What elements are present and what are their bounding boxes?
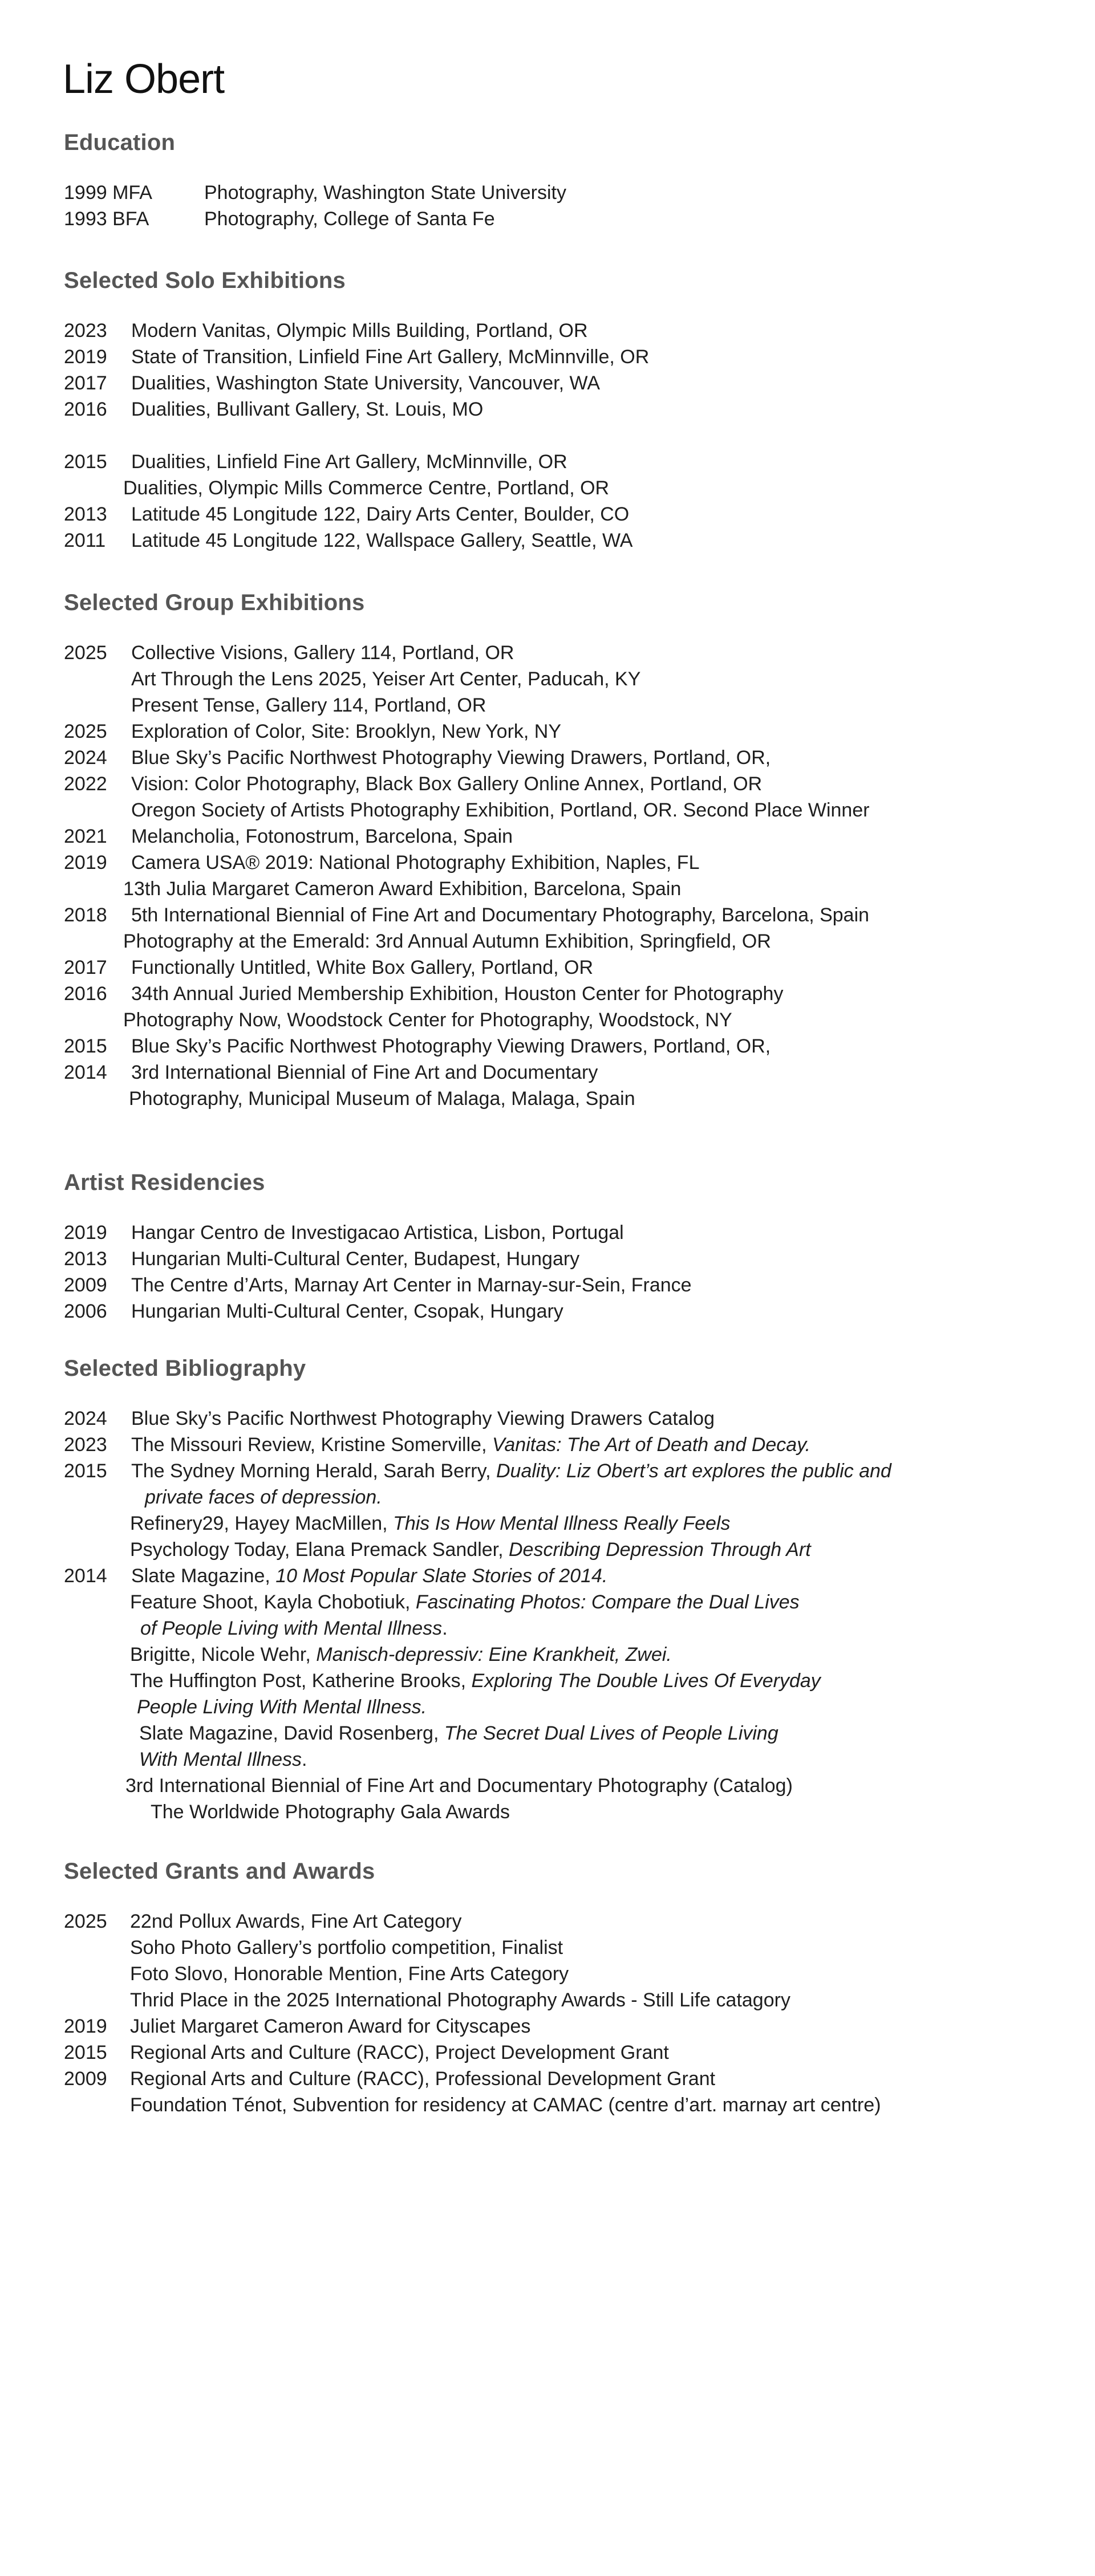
list-item [64,1615,1033,1642]
list-item [64,1298,1033,1324]
entry-text: Refinery29, Hayey MacMillen, This Is How Mental Illness Really Feels [130,1513,731,1534]
list-item [64,1246,1033,1272]
article-title: This Is How Mental Illness Really Feels [393,1513,731,1534]
list-item [64,1720,1033,1746]
entry-year: 2019 [64,852,107,873]
article-title: With Mental Illness [139,1749,302,1770]
list-item [64,1642,1033,1668]
list-item [64,1537,1033,1563]
entry-text: Thrid Place in the 2025 International Photography Awards - Still Life catagory [130,1989,790,2011]
bibliography-section [64,1356,1033,1825]
list-item [64,1589,1033,1615]
entry-text: The Missouri Review, Kristine Somerville, Vanitas: The Art of Death and Decay. [131,1434,811,1456]
entry-text: Hangar Centro de Investigacao Artistica, Lisbon, Portugal [131,1222,624,1244]
entry-text: Psychology Today, Elana Premack Sandler, Describing Depression Through Art [130,1539,811,1561]
entry-year: 2014 [64,1565,107,1587]
entry-year: 2017 [64,372,107,394]
entry-text: Blue Sky’s Pacific Northwest Photography Viewing Drawers Catalog [131,1408,715,1429]
artist-name: Liz Obert [63,56,225,102]
education-section [64,130,1033,232]
entry-year: 2013 [64,1248,107,1270]
entry-text: Hungarian Multi-Cultural Center, Csopak, Hungary [131,1301,563,1322]
list-item [64,954,1033,981]
list-item [64,370,1033,396]
entry-text: Photography Now, Woodstock Center for Photography, Woodstock, NY [123,1009,732,1031]
group-exhibitions-section [64,590,1033,1112]
entry-year: 2023 [64,1434,107,1456]
entry-text: Modern Vanitas, Olympic Mills Building, Portland, OR [131,320,588,342]
entry-year: 2024 [64,1408,107,1429]
entry-year: 2009 [64,1274,107,1296]
entry-text: Exploration of Color, Site: Brooklyn, New York, NY [131,721,562,742]
entry-year: 2016 [64,983,107,1005]
list-item [64,981,1033,1007]
list-item [64,1059,1033,1086]
degree-year: 1999 MFA [64,182,152,204]
entry-text [145,1484,1033,1510]
entry-text: Feature Shoot, Kayla Chobotiuk, Fascinating Photos: Compare the Dual Lives [130,1591,800,1613]
spacer [64,422,1033,449]
list-item [64,1961,1033,1987]
list-item [64,1799,1033,1825]
entry-text: Regional Arts and Culture (RACC), Project Development Grant [130,2042,669,2063]
list-item [64,1458,1033,1484]
entry-year: 2025 [64,721,107,742]
entry-year: 2016 [64,399,107,420]
list-item [64,1272,1033,1298]
list-item [64,2092,1033,2118]
article-title: The Secret Dual Lives of People Living [444,1722,778,1744]
residencies-section [64,1170,1033,1324]
list-item [64,1987,1033,2013]
entry-text: Slate Magazine, David Rosenberg, The Secret Dual Lives of People Living [139,1722,778,1744]
entry-text: Functionally Untitled, White Box Gallery, Portland, OR [131,957,594,978]
list-item [64,692,1033,718]
list-item [64,718,1033,745]
entry-text: 5th International Biennial of Fine Art and Documentary Photography, Barcelona, Spain [131,904,870,926]
entry-text: Photography at the Emerald: 3rd Annual Autumn Exhibition, Springfield, OR [123,931,771,952]
entry-year: 2014 [64,1062,107,1083]
list-item [64,527,1033,554]
entry-text: Blue Sky’s Pacific Northwest Photography Viewing Drawers, Portland, OR, [131,747,771,769]
entry-year: 2011 [64,530,106,551]
entry-text: Camera USA® 2019: National Photography Exhibition, Naples, FL [131,852,700,873]
list-item [64,1563,1033,1589]
entry-text: Hungarian Multi-Cultural Center, Budapest, Hungary [131,1248,580,1270]
list-item [64,928,1033,954]
entry-text: 3rd International Biennial of Fine Art and Documentary Photography (Catalog) [125,1775,793,1797]
entry-text: The Huffington Post, Katherine Brooks, Exploring The Double Lives Of Everyday [130,1670,821,1692]
entry-year: 2021 [64,826,107,847]
entry-text: Dualities, Linfield Fine Art Gallery, McMinnville, OR [131,451,567,473]
entry-year: 2019 [64,1222,107,1244]
section-heading-grants: Selected Grants and Awards [64,1859,375,1884]
list-item [64,850,1033,876]
list-item [64,666,1033,692]
entry-year: 2015 [64,1460,107,1482]
list-item [64,1086,1033,1112]
list-item [64,640,1033,666]
entry-text: Dualities, Washington State University, Vancouver, WA [131,372,601,394]
list-item [64,1033,1033,1059]
entry-year: 2025 [64,642,107,664]
grants-section [64,1859,1033,2118]
article-title: private faces of depression. [145,1486,382,1508]
list-item [64,1220,1033,1246]
entry-text: Present Tense, Gallery 114, Portland, OR [131,694,486,716]
list-item [64,501,1033,527]
section-heading-education: Education [64,130,176,155]
entry-text: Melancholia, Fotonostrum, Barcelona, Spain [131,826,513,847]
list-item [64,1432,1033,1458]
entry-text: Brigitte, Nicole Wehr, Manisch-depressiv: Eine Krankheit, Zwei. [130,1644,672,1665]
entry-text: Foto Slovo, Honorable Mention, Fine Arts Category [130,1963,569,1985]
entry-text: Dualities, Olympic Mills Commerce Centre, Portland, OR [123,477,610,499]
entry-year: 2015 [64,2042,107,2063]
entry-text: Latitude 45 Longitude 122, Wallspace Gallery, Seattle, WA [131,530,633,551]
entry-text: Photography, Municipal Museum of Malaga, Malaga, Spain [129,1088,635,1110]
entry-year: 2017 [64,957,107,978]
list-item [64,1694,1033,1720]
article-title: Describing Depression Through Art [509,1539,811,1561]
degree-text: Photography, Washington State University [204,182,566,204]
entry-text: Dualities, Bullivant Gallery, St. Louis, MO [131,399,484,420]
entry-text: 22nd Pollux Awards, Fine Art Category [130,1911,462,1932]
article-title: Fascinating Photos: Compare the Dual Lives [415,1591,800,1613]
section-heading-residencies: Artist Residencies [64,1170,265,1195]
list-item [64,1908,1033,1935]
entry-text: 3rd International Biennial of Fine Art and Documentary [131,1062,598,1083]
list-item [64,1484,1033,1510]
list-item [64,396,1033,422]
list-item [64,2039,1033,2066]
entry-year: 2009 [64,2068,107,2090]
section-heading-group: Selected Group Exhibitions [64,590,365,615]
list-item [64,475,1033,501]
list-item [64,745,1033,771]
entry-year: 2024 [64,747,107,769]
entry-text: Blue Sky’s Pacific Northwest Photography Viewing Drawers, Portland, OR, [131,1035,771,1057]
entry-text: Art Through the Lens 2025, Yeiser Art Center, Paducah, KY [131,668,641,690]
list-item [64,1746,1033,1773]
list-item [64,876,1033,902]
entry-text: With Mental Illness. [139,1749,307,1770]
list-item [64,2013,1033,2039]
list-item [64,344,1033,370]
entry-year: 2015 [64,1035,107,1057]
section-heading-bibliography: Selected Bibliography [64,1356,306,1381]
list-item [64,902,1033,928]
article-title: Exploring The Double Lives Of Everyday [471,1670,821,1692]
entry-year: 2019 [64,346,107,368]
list-item [64,1405,1033,1432]
entry-text: Soho Photo Gallery’s portfolio competition, Finalist [130,1937,563,1959]
entry-text: State of Transition, Linfield Fine Art Gallery, McMinnville, OR [131,346,650,368]
list-item [64,771,1033,797]
solo-exhibitions-section [64,268,1033,554]
article-title: People Living With Mental Illness. [137,1696,427,1718]
list-item [64,1773,1033,1799]
entry-text: Vision: Color Photography, Black Box Gallery Online Annex, Portland, OR [131,773,763,795]
entry-text: Collective Visions, Gallery 114, Portland, OR [131,642,514,664]
article-title: of People Living with Mental Illness [140,1618,443,1639]
list-item [64,2066,1033,2092]
article-title: Manisch-depressiv: Eine Krankheit, Zwei. [316,1644,672,1665]
list-item [64,318,1033,344]
degree-text: Photography, College of Santa Fe [204,208,495,230]
entry-year: 2006 [64,1301,107,1322]
list-item [64,1007,1033,1033]
list-item [64,797,1033,823]
entry-text: Juliet Margaret Cameron Award for Cityscapes [130,2016,531,2037]
list-item [64,206,1033,232]
entry-text: Foundation Ténot, Subvention for residency at CAMAC (centre d’art. marnay art centre) [130,2094,881,2116]
list-item [64,449,1033,475]
entry-text [137,1694,1033,1720]
list-item [64,180,1033,206]
entry-text: Latitude 45 Longitude 122, Dairy Arts Center, Boulder, CO [131,503,630,525]
entry-text: 13th Julia Margaret Cameron Award Exhibition, Barcelona, Spain [123,878,682,900]
article-title: Duality: Liz Obert’s art explores the public and [496,1460,891,1482]
entry-year: 2023 [64,320,107,342]
degree-year: 1993 BFA [64,208,149,230]
entry-text: of People Living with Mental Illness. [140,1618,448,1639]
entry-text: 34th Annual Juried Membership Exhibition, Houston Center for Photography [131,983,784,1005]
entry-year: 2018 [64,904,107,926]
entry-year: 2019 [64,2016,107,2037]
entry-year: 2022 [64,773,107,795]
list-item [64,1668,1033,1694]
entry-year: 2013 [64,503,107,525]
article-title: Vanitas: The Art of Death and Decay. [492,1434,811,1456]
entry-text: The Sydney Morning Herald, Sarah Berry, Duality: Liz Obert’s art explores the public and [131,1460,891,1482]
entry-text: Oregon Society of Artists Photography Exhibition, Portland, OR. Second Place Winner [131,799,870,821]
list-item [64,823,1033,850]
entry-year: 2015 [64,451,107,473]
list-item [64,1510,1033,1537]
article-title: 10 Most Popular Slate Stories of 2014. [275,1565,608,1587]
entry-text: Regional Arts and Culture (RACC), Professional Development Grant [130,2068,716,2090]
entry-year: 2025 [64,1911,107,1932]
section-heading-solo: Selected Solo Exhibitions [64,268,346,293]
list-item [64,1935,1033,1961]
entry-text: The Worldwide Photography Gala Awards [151,1801,510,1823]
entry-text: The Centre d’Arts, Marnay Art Center in Marnay-sur-Sein, France [131,1274,692,1296]
entry-text: Slate Magazine, 10 Most Popular Slate Stories of 2014. [131,1565,608,1587]
